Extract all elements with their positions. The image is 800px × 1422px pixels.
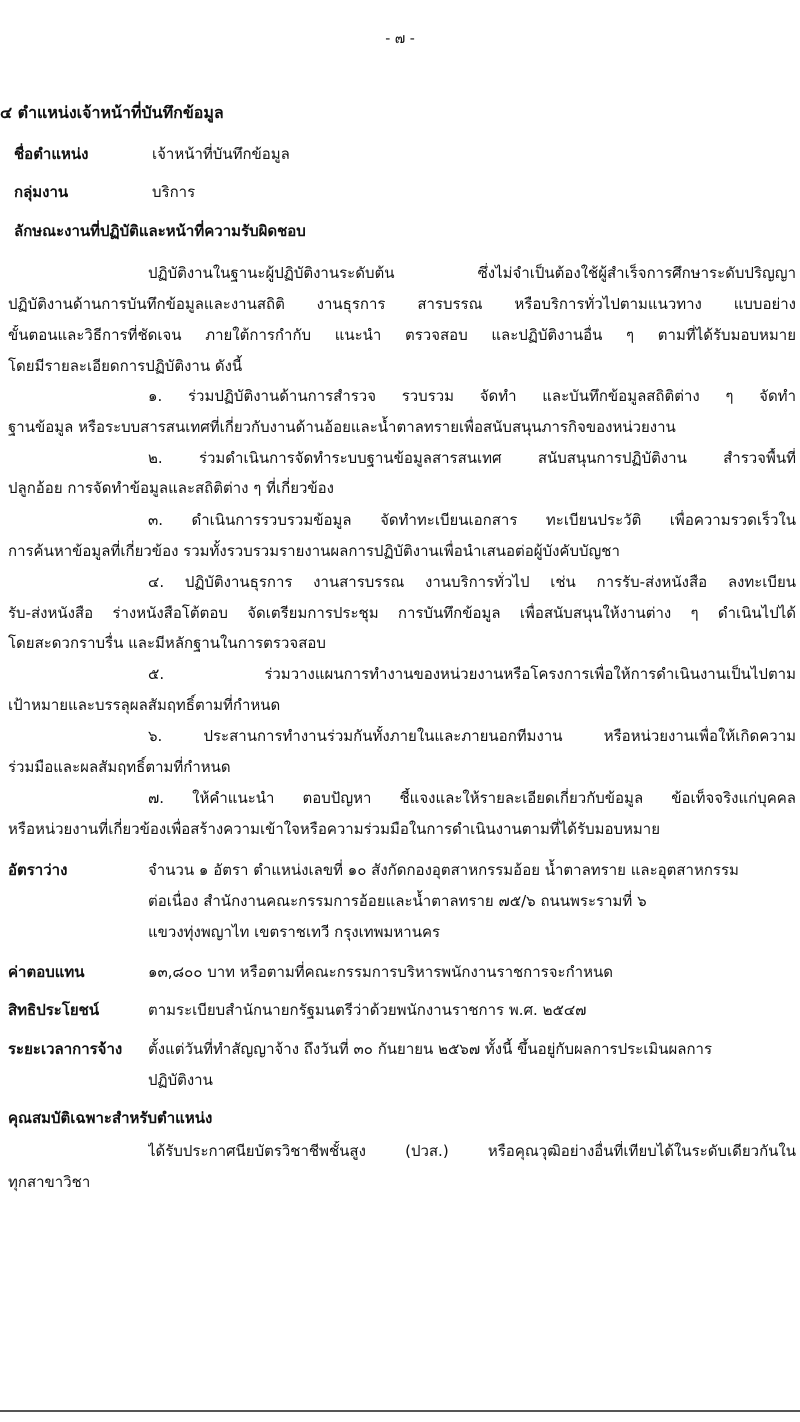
intro-line: ปฏิบัติงานด้านการบันทึกข้อมูลและงานสถิติ งานธุรการ สารบรรณ หรือบริการทั่วไปตามแนวทาง แบบอย่าง	[8, 295, 796, 313]
qualification-line: ได้รับประกาศนียบัตรวิชาชีพชั้นสูง (ปวส.) หรือคุณวุฒิอย่างอื่นที่เทียบได้ในระดับเดียวกันใน	[148, 1142, 796, 1160]
vacancy-label: อัตราว่าง	[8, 861, 68, 879]
position-label: ชื่อตำแหน่ง	[14, 145, 89, 163]
bottom-rule	[0, 1410, 800, 1412]
qualification-heading: คุณสมบัติเฉพาะสำหรับตำแหน่ง	[8, 1109, 213, 1127]
benefits-label: สิทธิประโยชน์	[8, 1001, 100, 1019]
vacancy-line: ต่อเนื่อง สำนักงานคณะกรรมการอ้อยและน้ำตาลทราย ๗๕/๖ ถนนพระรามที่ ๖	[148, 892, 647, 910]
duty-item: ร่วมมือและผลสัมฤทธิ์ตามที่กำหนด	[8, 758, 231, 776]
term-line: ปฏิบัติงาน	[148, 1071, 213, 1089]
term-label: ระยะเวลาการจ้าง	[8, 1040, 123, 1058]
duty-item: ๗. ให้คำแนะนำ ตอบปัญหา ชี้แจงและให้รายละเอียดเกี่ยวกับข้อมูล ข้อเท็จจริงแก่บุคคล	[148, 789, 796, 807]
section-heading: ๔ ตำแหน่งเจ้าหน้าที่บันทึกข้อมูล	[0, 103, 224, 122]
salary-value: ๑๓,๘๐๐ บาท หรือตามที่คณะกรรมการบริหารพนักงานราชการจะกำหนด	[148, 963, 613, 981]
page-number: - ๗ -	[385, 31, 415, 47]
position-value: เจ้าหน้าที่บันทึกข้อมูล	[152, 145, 290, 163]
duty-item: โดยสะดวกราบรื่น และมีหลักฐานในการตรวจสอบ	[8, 634, 326, 652]
vacancy-line: แขวงทุ่งพญาไท เขตราชเทวี กรุงเทพมหานคร	[148, 923, 441, 941]
benefits-value: ตามระเบียบสำนักนายกรัฐมนตรีว่าด้วยพนักงานราชการ พ.ศ. ๒๕๔๗	[148, 1001, 587, 1019]
vacancy-line: จำนวน ๑ อัตรา ตำแหน่งเลขที่ ๑๐ สังกัดกองอุตสาหกรรมอ้อย น้ำตาลทราย และอุตสาหกรรม	[148, 861, 739, 879]
duty-item: ๑. ร่วมปฏิบัติงานด้านการสำรวจ รวบรวม จัดทำ และบันทึกข้อมูลสถิติต่าง ๆ จัดทำ	[148, 387, 796, 405]
duty-item: เป้าหมายและบรรลุผลสัมฤทธิ์ตามที่กำหนด	[8, 696, 281, 714]
duty-item: ปลูกอ้อย การจัดทำข้อมูลและสถิติต่าง ๆ ที่เกี่ยวข้อง	[8, 479, 334, 497]
duty-item: รับ-ส่งหนังสือ ร่างหนังสือโต้ตอบ จัดเตรียมการประชุม การบันทึกข้อมูล เพื่อสนับสนุนให้งานต่าง ๆ ดำเนินไปได้	[8, 604, 796, 622]
term-line: ตั้งแต่วันที่ทำสัญญาจ้าง ถึงวันที่ ๓๐ กันยายน ๒๕๖๗ ทั้งนี้ ขึ้นอยู่กับผลการประเมินผลการ	[148, 1040, 713, 1058]
duties-heading: ลักษณะงานที่ปฏิบัติและหน้าที่ความรับผิดชอบ	[14, 222, 306, 240]
duty-item: การค้นหาข้อมูลที่เกี่ยวข้อง รวมทั้งรวบรวมรายงานผลการปฏิบัติงานเพื่อนำเสนอต่อผู้บังคับบัญชา	[8, 542, 620, 560]
duty-item: ๔. ปฏิบัติงานธุรการ งานสารบรรณ งานบริการทั่วไป เช่น การรับ-ส่งหนังสือ ลงทะเบียน	[148, 573, 796, 591]
group-value: บริการ	[152, 183, 196, 201]
intro-line: ปฏิบัติงานในฐานะผู้ปฏิบัติงานระดับต้น ซึ่งไม่จำเป็นต้องใช้ผู้สำเร็จการศึกษาระดับปริญญา	[148, 264, 796, 282]
qualification-line: ทุกสาขาวิชา	[8, 1173, 91, 1191]
salary-label: ค่าตอบแทน	[8, 963, 85, 981]
intro-line: ขั้นตอนและวิธีการที่ชัดเจน ภายใต้การกำกับ แนะนำ ตรวจสอบ และปฏิบัติงานอื่น ๆ ตามที่ได้รับมอบหมาย	[8, 326, 796, 344]
duty-item: ฐานข้อมูล หรือระบบสารสนเทศที่เกี่ยวกับงานด้านอ้อยและน้ำตาลทรายเพื่อสนับสนุนภารกิจของหน่วยงาน	[8, 418, 676, 436]
intro-line: โดยมีรายละเอียดการปฏิบัติงาน ดังนี้	[8, 357, 243, 375]
duty-item: ๖. ประสานการทำงานร่วมกันทั้งภายในและภายนอกทีมงาน หรือหน่วยงานเพื่อให้เกิดความ	[148, 727, 796, 745]
duty-item: ๒. ร่วมดำเนินการจัดทำระบบฐานข้อมูลสารสนเทศ สนับสนุนการปฏิบัติงาน สำรวจพื้นที่	[148, 449, 796, 467]
group-label: กลุ่มงาน	[14, 183, 69, 201]
duty-item: ๓. ดำเนินการรวบรวมข้อมูล จัดทำทะเบียนเอกสาร ทะเบียนประวัติ เพื่อความรวดเร็วใน	[148, 511, 796, 529]
duty-item: หรือหน่วยงานที่เกี่ยวข้องเพื่อสร้างความเข้าใจหรือความร่วมมือในการดำเนินงานตามที่ได้รับมอบหมาย	[8, 820, 661, 838]
duty-item: ๕. ร่วมวางแผนการทำงานของหน่วยงานหรือโครงการเพื่อให้การดำเนินงานเป็นไปตาม	[148, 665, 796, 683]
